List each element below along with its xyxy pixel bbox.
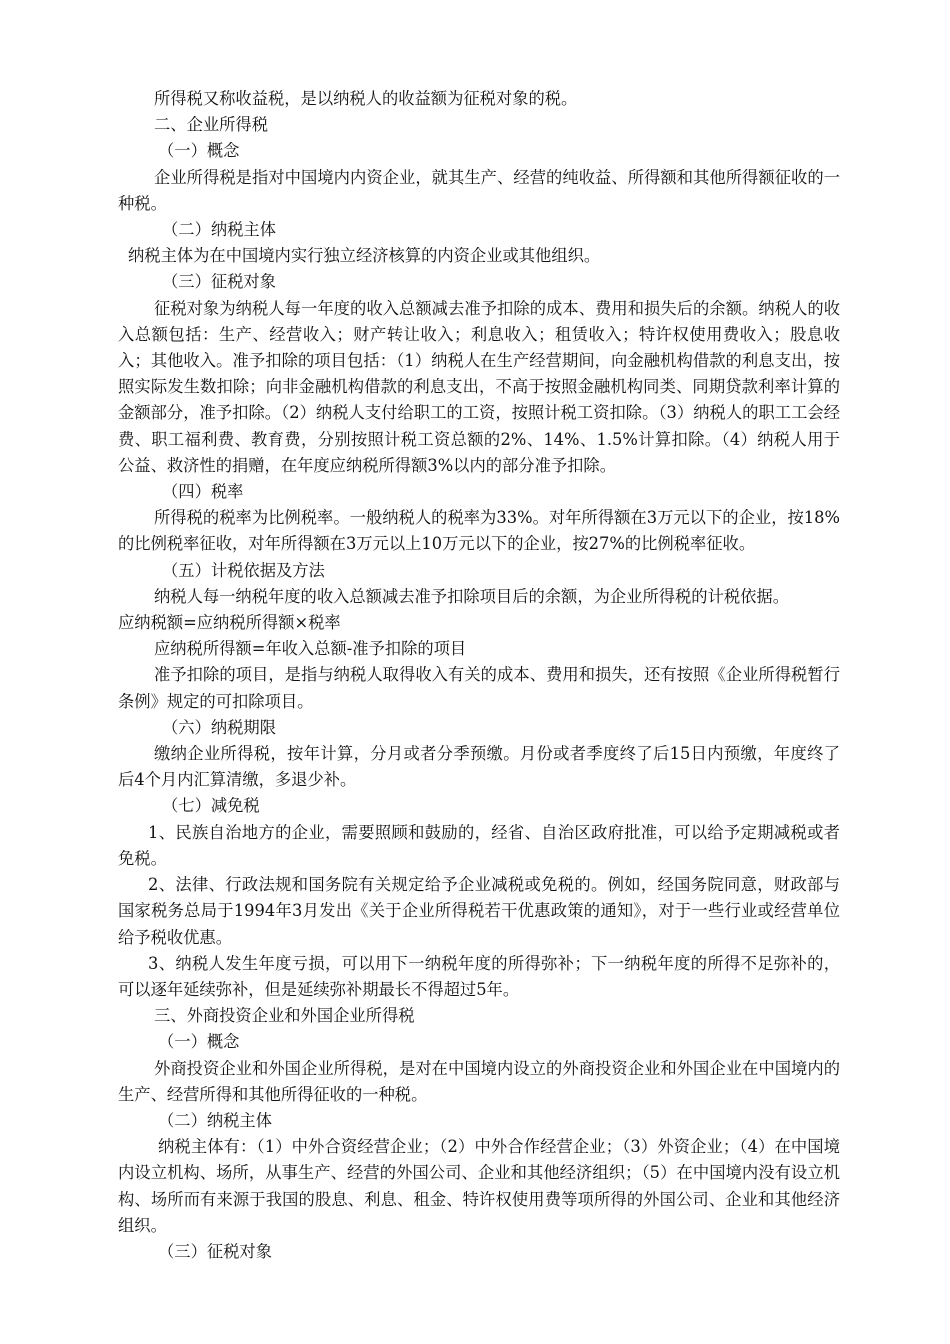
body-paragraph: 纳税主体为在中国境内实行独立经济核算的内资企业或其他组织。: [128, 246, 601, 266]
subsection-heading: （六）纳税期限: [162, 717, 276, 737]
subsection-heading: （四）税率: [162, 482, 244, 502]
body-paragraph: 缴纳企业所得税，按年计算，分月或者分季预缴。月份或者季度终了后15日内预缴，年度终了后4个月内汇算清缴，多退少补。: [118, 744, 840, 790]
body-paragraph: 纳税主体有：（1）中外合资经营企业；（2）中外合作经营企业；（3）外资企业；（4）在中国境内设立机构、场所，从事生产、经营的外国公司、企业和其他经济组织；（5）在中国境内没有设立机构、场所而有来源于我国的股息、利息、租金、特许权使用费等项所得的外国公司、企业和其他经济组织。: [118, 1137, 840, 1235]
body-paragraph: 企业所得税是指对中国境内内资企业，就其生产、经营的纯收益、所得额和其他所得额征收的一种税。: [118, 167, 840, 213]
formula-line: 应纳税额=应纳税所得额×税率: [118, 613, 341, 633]
intro-paragraph: 所得税又称收益税，是以纳税人的收益额为征税对象的税。: [154, 89, 578, 108]
document-page: [118, 86, 840, 1265]
body-paragraph: 征税对象为纳税人每一年度的收入总额减去准予扣除的成本、费用和损失后的余额。纳税人的收入总额包括：生产、经营收入；财产转让收入；利息收入；租赁收入；特许权使用费收入；股息收入；其他收入。准予扣除的项目包括：（1）纳税人在生产经营期间，向金融机构借款的利息支出，按照实际发生数扣除；向非金融机构借款的利息支出，不高于按照金融机构同类、同期贷款利率计算的金额部分，准予扣除。（2）纳税人支付给职工的工资，按照计税工资扣除。（3）纳税人的职工工会经费、职工福利费、教育费，分别按照计税工资总额的2%、14%、1.5%计算扣除。（4）纳税人用于公益、救济性的捐赠，在年度应纳税所得额3%以内的部分准予扣除。: [118, 298, 840, 475]
body-paragraph: 外商投资企业和外国企业所得税，是对在中国境内设立的外商投资企业和外国企业在中国境内的生产、经营所得和其他所得征收的一种税。: [118, 1058, 840, 1104]
list-item: 1、民族自治地方的企业，需要照顾和鼓励的，经省、自治区政府批准，可以给予定期减税或者免税。: [118, 822, 840, 868]
subsection-heading: （一）概念: [158, 1032, 240, 1052]
body-paragraph: 纳税人每一纳税年度的收入总额减去准予扣除项目后的余额，为企业所得税的计税依据。: [154, 586, 789, 606]
formula-line: 应纳税所得额=年收入总额-准予扣除的项目: [154, 639, 467, 659]
body-paragraph: 准予扣除的项目，是指与纳税人取得收入有关的成本、费用和损失，还有按照《企业所得税暂行条例》规定的可扣除项目。: [118, 665, 840, 711]
list-item: 2、法律、行政法规和国务院有关规定给予企业减税或免税的。例如，经国务院同意，财政部与国家税务总局于1994年3月发出《关于企业所得税若干优惠政策的通知》，对于一些行业或经营单位给予税收优惠。: [118, 875, 840, 947]
subsection-heading: （七）减免税: [162, 796, 260, 816]
subsection-heading: （三）征税对象: [162, 272, 276, 292]
list-item: 3、纳税人发生年度亏损，可以用下一纳税年度的所得弥补；下一纳税年度的所得不足弥补的，可以逐年延续弥补，但是延续弥补期最长不得超过5年。: [118, 953, 840, 999]
section-heading: 三、外商投资企业和外国企业所得税: [154, 1006, 415, 1026]
subsection-heading: （三）征税对象: [158, 1241, 272, 1261]
subsection-heading: （五）计税依据及方法: [162, 560, 325, 580]
subsection-heading: （二）纳税主体: [158, 1110, 272, 1130]
subsection-heading: （一）概念: [158, 141, 240, 161]
subsection-heading: （二）纳税主体: [162, 220, 276, 240]
section-heading: 二、企业所得税: [154, 115, 268, 135]
body-paragraph: 所得税的税率为比例税率。一般纳税人的税率为33%。对年所得额在3万元以下的企业，按18%的比例税率征收，对年所得额在3万元以上10万元以下的企业，按27%的比例税率征收。: [118, 508, 840, 554]
